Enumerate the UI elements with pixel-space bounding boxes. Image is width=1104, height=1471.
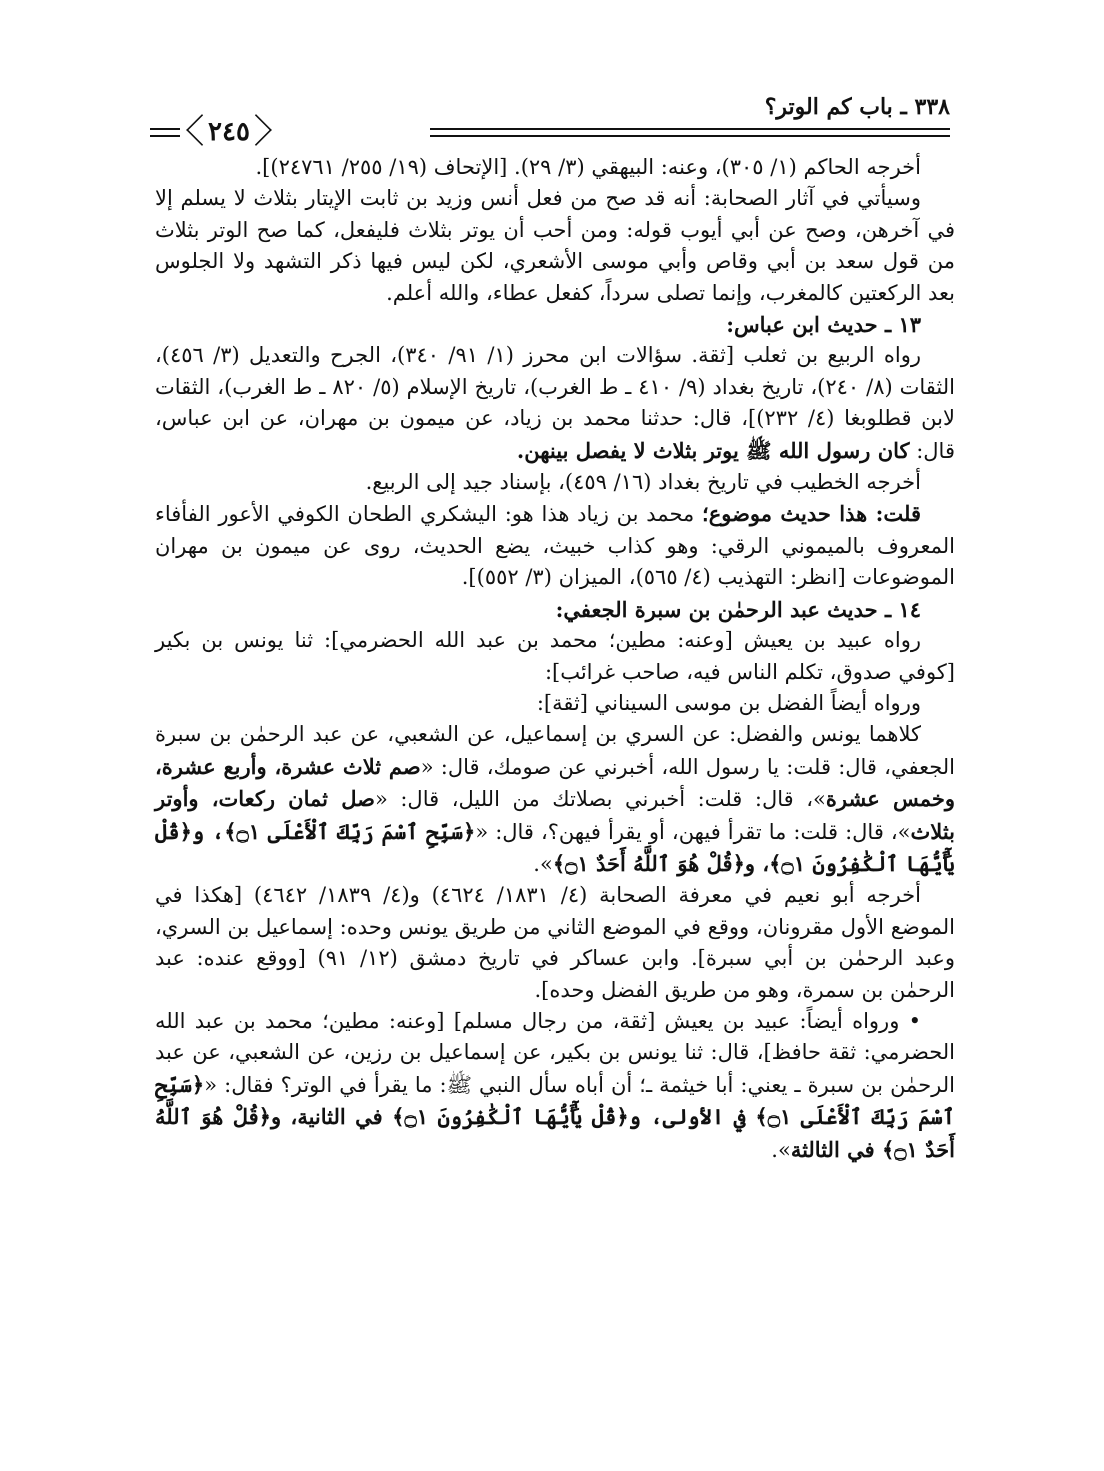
text-run: أخرجه أبو نعيم في معرفة الصحابة (٤/ ١٨٣١/ ٤٦٢٤) و(٤/ ١٨٣٩/ ٤٦٤٢) [هكذا في الموضع الأول مقرونان، ووقع في الموضع الثاني من طريق يونس وحده: إسماعيل بن السري، وعبد الرحمٰن بن أبي سبرة]. وابن عساكر في تاريخ دمشق (١٢/ ٩١) [ووقع عنده: عبد الرحمٰن بن سمرة، وهو من طريق الفضل وحده]. xyxy=(155,883,955,1002)
text-run: ». xyxy=(771,1137,791,1162)
chapter-title: ٣٣٨ ـ باب كم الوتر؟ xyxy=(764,94,950,120)
text-run: ورواه أيضاً الفضل بن موسى السيناني [ثقة]: xyxy=(536,690,921,715)
paragraph xyxy=(155,340,955,467)
text-run: »، قال: قلت: أخبرني بصلاتك من الليل، قال: « xyxy=(374,787,826,812)
page-body xyxy=(155,152,955,1166)
bold-text: كان رسول الله ﷺ يوتر بثلاث لا يفصل بينهن. xyxy=(516,437,910,463)
text-run: »، قال: قلت: ما تقرأ فيهن، أو يقرأ فيهن؟، قال: « xyxy=(475,819,911,844)
paragraph xyxy=(155,183,955,309)
text-run: ١٣ ـ حديث ابن عباس: xyxy=(726,312,921,338)
text-run: رواه الربيع بن ثعلب [ثقة. سؤالات ابن محرز (١/ ٩١/ ٣٤٠)، الجرح والتعديل (٣/ ٤٥٦)، الثقات (٨/ ٢٤٠)، تاريخ بغداد (٩/ ٤١٠ ـ ط الغرب)، تاريخ الإسلام (٥/ ٨٢٠ ـ ط الغرب)، الثقات لابن قطلوبغا (٤/ ٢٣٢)]، قال: حدثنا محمد بن زياد، عن ميمون بن مهران، عن ابن عباس، قال: xyxy=(155,343,955,463)
paragraph xyxy=(155,688,955,719)
section-heading xyxy=(155,309,955,340)
bold-text: صم ثلاث عشرة، وأربع عشرة، وخمس عشرة xyxy=(155,753,955,812)
text-run: • ورواه أيضاً: عبيد بن يعيش [ثقة، من رجال مسلم] [وعنه: مطين؛ محمد بن عبد الله الحضرمي: ثقة حافظ]، قال: ثنا يونس بن بكير، عن إسماعيل بن رزين، عن الشعبي، عن عبد الرحمٰن بن سبرة ـ يعني: أبا خيثمة ـ؛ أن أباه سأل النبي ﷺ: ما يقرأ في الوتر؟ فقال: « xyxy=(155,1008,955,1097)
header-rule-top xyxy=(430,128,950,130)
header-rule-left-top xyxy=(150,128,180,130)
paragraph xyxy=(155,1006,955,1166)
section-heading xyxy=(155,594,955,625)
page-number: ٢٤٥ xyxy=(190,112,268,152)
bold-text: ﴿سَبِّحِ ٱسْمَ رَبِّكَ ٱلْأَعْلَى ۝١﴾، و﴿قُلْ يَٰٓأَيُّهَا ٱلْكَٰفِرُونَ ۝١﴾، و﴿قُلْ هُوَ ٱللَّهُ أَحَدٌ ۝١﴾ xyxy=(155,818,955,876)
paragraph xyxy=(155,719,955,880)
header-rule-bottom xyxy=(430,135,950,137)
text-run: ». xyxy=(533,851,553,876)
paragraph xyxy=(155,625,955,688)
text-run: أخرجه الخطيب في تاريخ بغداد (١٦/ ٤٥٩)، بإسناد جيد إلى الربيع. xyxy=(365,470,921,495)
text-run: محمد بن زياد هذا هو: اليشكري الطحان الكوفي الأعور الفأفاء المعروف بالميموني الرقي: وهو كذاب خبيث، يضع الحديث، روى عن ميمون بن مهران الموضوعات [انظر: التهذيب (٤/ ٥٦٥)، الميزان (٣/ ٥٥٢)]. xyxy=(155,502,955,590)
text-run: ١٤ ـ حديث عبد الرحمٰن بن سبرة الجعفي: xyxy=(555,596,921,622)
page-header xyxy=(150,88,950,148)
paragraph xyxy=(155,152,955,183)
text-run: رواه عبيد بن يعيش [وعنه: مطين؛ محمد بن عبد الله الحضرمي]: ثنا يونس بن بكير [كوفي صدوق، تكلم الناس فيه، صاحب غرائب]: xyxy=(155,628,955,684)
text-run: أخرجه الحاكم (١/ ٣٠٥)، وعنه: البيهقي (٣/ ٢٩). [الإتحاف (١٩/ ٢٥٥/ ٢٤٧٦١)]. xyxy=(255,155,921,179)
paragraph xyxy=(155,467,955,498)
paragraph xyxy=(155,880,955,1006)
text-run: وسيأتي في آثار الصحابة: أنه قد صح من فعل أنس وزيد بن ثابت الإيتار بثلاث لا يسلم إلا في آخرهن، وصح عن أبي أيوب قوله: ومن أحب أن يوتر بثلاث فليفعل، كما صح الوتر بثلاث من قول سعد بن أبي وقاص وأبي موسى الأشعري، لكن ليس فيها ذكر التشهد ولا الجلوس بعد الركعتين كالمغرب، وإنما تصلى سرداً، كفعل عطاء، والله أعلم. xyxy=(155,186,955,305)
bold-text: صل ثمان ركعات، وأوتر بثلاث xyxy=(155,786,955,844)
text-run: كلاهما يونس والفضل: عن السري بن إسماعيل، عن الشعبي، عن عبد الرحمٰن بن سبرة الجعفي، قال: قلت: يا رسول الله، أخبرني عن صومك، قال: « xyxy=(155,722,955,779)
bold-text: قلت: هذا حديث موضوع؛ xyxy=(702,501,921,527)
header-rule-left-bottom xyxy=(150,135,180,137)
bold-text: ﴿سَبِّحِ ٱسْمَ رَبِّكَ ٱلْأَعْلَى ۝١﴾ في الأولى، و﴿قُلْ يَٰٓأَيُّهَا ٱلْكَٰفِرُونَ ۝١﴾ في الثانية، و﴿قُلْ هُوَ ٱللَّهُ أَحَدٌ ۝١﴾ في الثالثة xyxy=(155,1071,955,1162)
paragraph xyxy=(155,498,955,593)
